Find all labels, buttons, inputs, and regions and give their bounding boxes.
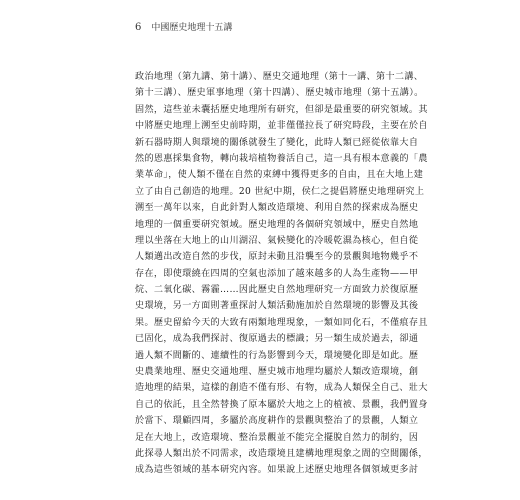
running-header: [135, 20, 232, 33]
text-line: 過人類不間斷的、連續性的行為影響到今天，環境變化即是如此。歷: [135, 350, 419, 361]
text-line: 足在大地上，改造環境、整治景觀並不能完全擺脫自然力的制約，因: [135, 432, 419, 443]
page-number: 6: [135, 22, 142, 33]
text-line: 史農業地理、歷史交通地理、歷史城市地理均屬於人類改造環境，創: [135, 367, 419, 378]
text-line: 造地理的結果，這樣的創造不僅有形、有物，成為人類保全自己、壯大: [135, 383, 428, 394]
text-line: 成為這些領域的基本研究內容。如果說上述歷史地理各個領域更多討: [135, 465, 419, 476]
text-line: 史環境，另一方面則著重探討人類活動施加於自然環境的影響及其後: [135, 301, 419, 312]
text-line: 此探尋人類出於不同需求，改造環境且建構地理現象之間的空間關係，: [135, 448, 428, 459]
text-line: 政治地理（第九講、第十講）、歷史交通地理（第十一講、第十二講、: [135, 72, 424, 82]
text-line: 理以坐落在大地上的山川湖沼、氣候變化的冷暖乾濕為核心，但自從: [135, 235, 419, 246]
text-line: 固然，這些並未囊括歷史地理所有研究，但卻是最重要的研究領域。其: [135, 104, 428, 115]
text-line: 自己的依託，且全然替換了原本屬於大地之上的植被、景觀，我們置身: [135, 399, 428, 410]
text-line: 已固化，成為我們探討、復原過去的標識；另一類生成於過去，卻通: [135, 334, 419, 345]
text-line: 地理的一個重要研究領域。歷史地理的各個研究領域中，歷史自然地: [135, 219, 419, 230]
running-title: 中國歷史地理十五講: [151, 23, 233, 33]
body-text: [135, 69, 428, 479]
text-line: 於當下、環顧四周，多屬於高度耕作的景觀與整治了的景觀，人類立: [135, 416, 419, 427]
text-line: 溯至一萬年以來，自此針對人類改造環境、利用自然的探索成為歷史: [135, 203, 419, 214]
text-line: 業革命」，使人類不僅在自然的束縛中獲得更多的自由，且在大地上建: [135, 170, 424, 181]
text-line: 立了由自己創造的地理。20 世紀中期，侯仁之提倡將歷史地理研究上: [135, 186, 425, 197]
text-line: 烷、二氧化碳、霧霾……因此歷史自然地理研究一方面致力於復原歷: [135, 285, 419, 296]
text-line: 人類邁出改造自然的步伐，原封未動且沿襲至今的景觀與地物幾乎不: [135, 252, 419, 263]
text-line: 新石器時期人與環境的關係就發生了變化，此時人類已經從依靠大自: [135, 137, 419, 148]
text-line: 第十三講）、歷史軍事地理（第十四講）、歷史城市地理（第十五講）。: [135, 88, 424, 99]
text-line: 中將歷史地理上溯至史前時期，並非僅僅拉長了研究時段，主要在於自: [135, 121, 428, 132]
text-line: 存在，即使環繞在四周的空氣也添加了越來越多的人為生產物——甲: [135, 268, 419, 279]
text-line: 然的恩惠採集食物，轉向栽培植物養活自己，這一具有根本意義的「農: [135, 153, 428, 164]
text-line: 果。歷史留給今天的大致有兩類地理現象，一類如同化石，不僅痕存且: [135, 317, 428, 328]
